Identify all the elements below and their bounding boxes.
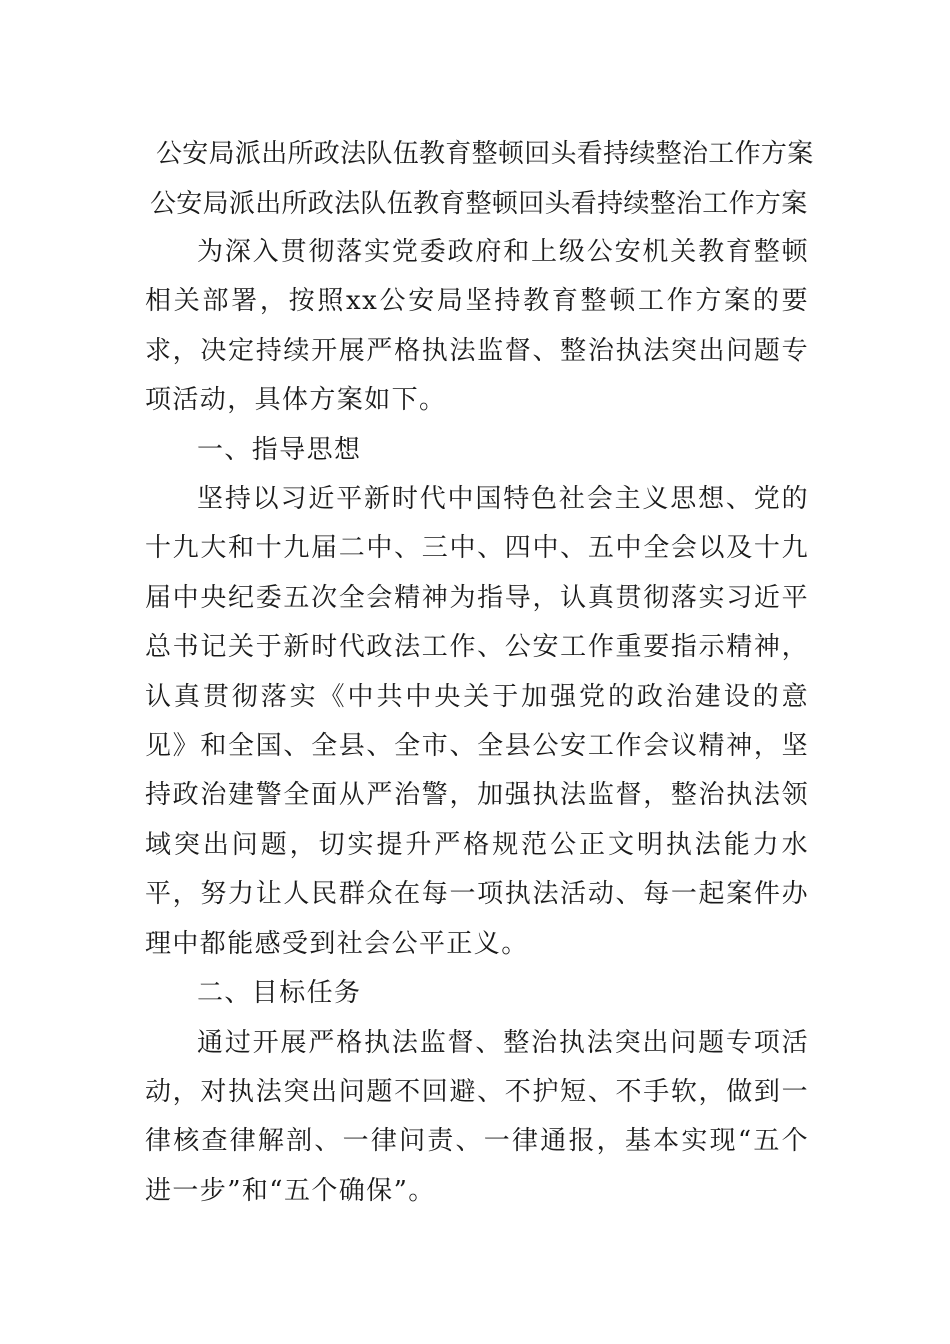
document-title-repeat: 公安局派出所政法队伍教育整顿回头看持续整治工作方案 bbox=[150, 189, 808, 219]
document-title: 公安局派出所政法队伍教育整顿回头看持续整治工作方案 bbox=[156, 139, 814, 169]
intro-paragraph: 为深入贯彻落实党委政府和上级公安机关教育整顿相关部署，按照xx公安局坚持教育整顿工作方案的要求，决定持续开展严格执法监督、整治执法突出问题专项活动，具体方案如下。 bbox=[145, 237, 809, 416]
section-heading-objectives: 二、目标任务 bbox=[197, 978, 362, 1009]
section-heading-guiding-ideology: 一、指导思想 bbox=[197, 434, 362, 465]
objectives-paragraph: 通过开展严格执法监督、整治执法突出问题专项活动，对执法突出问题不回避、不护短、不手软，做到一律核查律解剖、一律问责、一律通报，基本实现“五个进一步”和“五个确保”。 bbox=[145, 1027, 809, 1206]
guiding-ideology-paragraph: 坚持以习近平新时代中国特色社会主义思想、党的十九大和十九届二中、三中、四中、五中全会以及十九届中央纪委五次全会精神为指导，认真贯彻落实习近平总书记关于新时代政法工作、公安工作重要指示精神，认真贯彻落实《中共中央关于加强党的政治建设的意见》和全国、全县、全市、全县公安工作会议精神，坚持政治建警全面从严治警，加强执法监督，整治执法领域突出问题，切实提升严格规范公正文明执法能力水平，努力让人民群众在每一项执法活动、每一起案件办理中都能感受到社会公平正义。 bbox=[145, 484, 809, 959]
document-body bbox=[145, 228, 809, 1216]
